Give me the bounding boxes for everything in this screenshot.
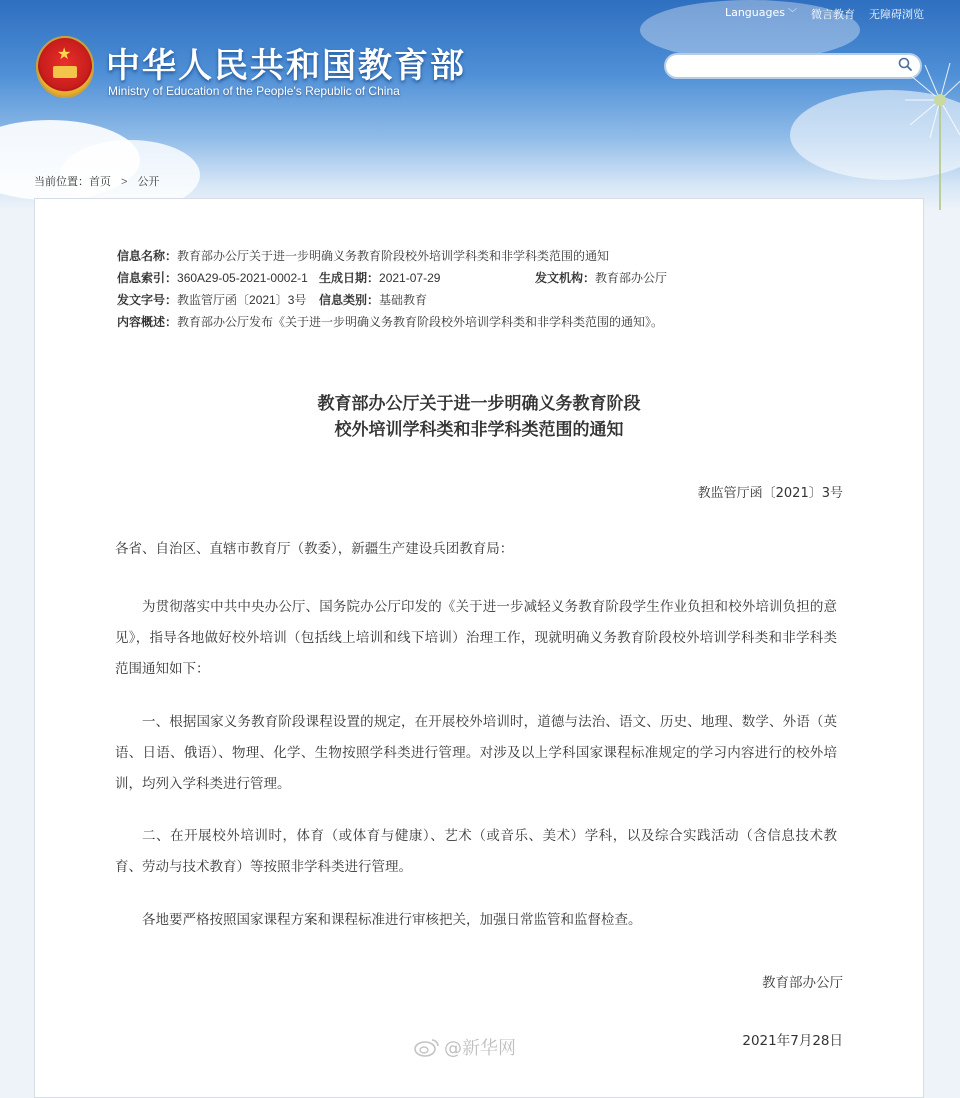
site-header <box>0 0 960 210</box>
dandelion-decoration-icon <box>880 60 960 210</box>
meta-row-summary <box>117 311 667 333</box>
signer: 教育部办公厅 <box>762 975 843 991</box>
document-title-line1: 教育部办公厅关于进一步明确义务教育阶段 <box>317 394 641 414</box>
top-links <box>725 6 924 22</box>
meta-org-value: 教育部办公厅 <box>595 271 668 285</box>
meta-name-value: 教育部办公厅关于进一步明确义务教育阶段校外培训学科类和非学科类范围的通知 <box>177 249 610 263</box>
meta-index-label: 信息索引： <box>117 271 178 285</box>
watermark <box>414 1034 516 1060</box>
paragraph-intro: 为贯彻落实中共中央办公厅、国务院办公厅印发的《关于进一步减轻义务教育阶段学生作业负担和校外培训负担的意见》，指导各地做好校外培训（包括线上培训和线下培训）治理工作，现就明确义务教育阶段校外培训学科类和非学科类范围通知如下： <box>115 599 837 677</box>
meta-docno-label: 发文字号： <box>117 293 178 307</box>
site-subtitle: Ministry of Education of the People's Republic of China <box>108 84 400 98</box>
weibo-link[interactable]: 微言教育 <box>811 8 855 21</box>
meta-date-value: 2021-07-29 <box>379 271 441 285</box>
document-title <box>35 391 923 443</box>
meta-org-label: 发文机构： <box>535 271 596 285</box>
paragraph-subject-category: 一、根据国家义务教育阶段课程设置的规定，在开展校外培训时，道德与法治、语文、历史、地理、数学、外语（英语、日语、俄语）、物理、化学、生物按照学科类进行管理。对涉及以上学科国家课程标准规定的学习内容进行的校外培训，均列入学科类进行管理。 <box>115 714 837 792</box>
meta-category-label: 信息类别： <box>319 293 380 307</box>
document-metadata <box>117 245 667 333</box>
watermark-text: @新华网 <box>444 1038 516 1059</box>
paragraph-supervision: 各地要严格按照国家课程方案和课程标准进行审核把关，加强日常监管和监督检查。 <box>142 912 642 928</box>
breadcrumb-home-link[interactable]: 首页 <box>89 176 111 188</box>
meta-category-value: 基础教育 <box>379 293 428 307</box>
paragraph-nonsubject-category: 二、在开展校外培训时，体育（或体育与健康）、艺术（或音乐、美术）学科，以及综合实践活动（含信息技术教育、劳动与技术教育）等按照非学科类进行管理。 <box>115 828 837 875</box>
national-emblem-icon[interactable]: ★ <box>36 36 94 98</box>
breadcrumb-current-link[interactable]: 公开 <box>137 176 160 188</box>
meta-summary-label: 内容概述： <box>117 315 178 329</box>
breadcrumb-prefix: 当前位置： <box>34 176 89 188</box>
meta-index-value: 360A29-05-2021-0002-1 <box>177 271 308 285</box>
meta-docno-value: 教监管厅函〔2021〕3号 <box>177 293 307 307</box>
site-title[interactable]: 中华人民共和国教育部 <box>106 46 466 86</box>
weibo-icon <box>414 1037 440 1057</box>
languages-link[interactable] <box>725 6 797 22</box>
accessible-browsing-link[interactable]: 无障碍浏览 <box>869 8 924 21</box>
breadcrumb <box>34 173 159 189</box>
document-number: 教监管厅函〔2021〕3号 <box>697 486 843 501</box>
chevron-down-icon: ﹀ <box>787 9 797 19</box>
languages-label: Languages <box>724 6 785 19</box>
search-input[interactable] <box>678 56 902 78</box>
meta-date-label: 生成日期： <box>319 271 380 285</box>
meta-summary-value: 教育部办公厅发布《关于进一步明确义务教育阶段校外培训学科类和非学科类范围的通知》。 <box>177 315 664 329</box>
meta-row-name <box>117 245 667 267</box>
chevron-right-icon: > <box>121 176 128 188</box>
salutation: 各省、自治区、直辖市教育厅（教委），新疆生产建设兵团教育局： <box>115 541 514 557</box>
article-panel <box>34 198 924 1098</box>
signing-date: 2021年7月28日 <box>742 1033 843 1049</box>
meta-row-index <box>117 267 667 289</box>
meta-name-label: 信息名称： <box>117 249 178 263</box>
meta-row-docno <box>117 289 667 311</box>
document-title-line2: 校外培训学科类和非学科类范围的通知 <box>334 420 624 440</box>
